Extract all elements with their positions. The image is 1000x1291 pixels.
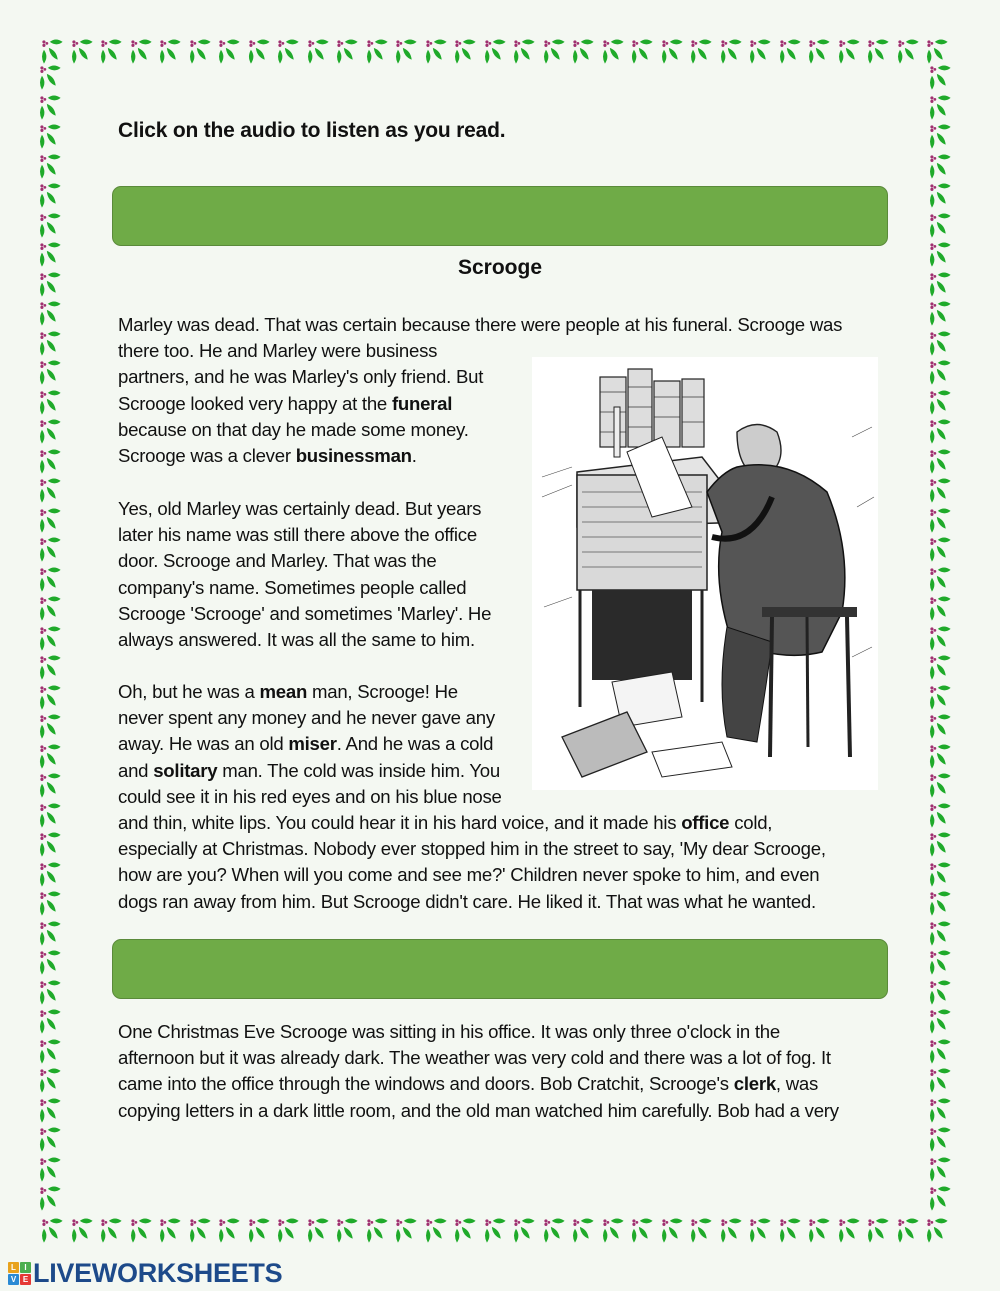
holly-icon bbox=[217, 1217, 247, 1247]
logo-text: LIVEWORKSHEETS bbox=[33, 1258, 283, 1288]
holly-icon bbox=[335, 1217, 365, 1247]
holly-icon bbox=[483, 38, 513, 68]
holly-icon bbox=[38, 123, 68, 153]
holly-icon bbox=[306, 38, 336, 68]
holly-icon bbox=[38, 713, 68, 743]
holly-icon bbox=[928, 536, 958, 566]
holly-icon bbox=[689, 1217, 719, 1247]
holly-icon bbox=[837, 38, 867, 68]
holly-icon bbox=[158, 38, 188, 68]
text-segment: Scrooge was a clever bbox=[118, 445, 296, 467]
holly-icon bbox=[778, 38, 808, 68]
text-segment: man. The cold was inside him. You bbox=[217, 759, 500, 781]
text-segment: never spent any money and he never gave any bbox=[118, 707, 495, 729]
holly-icon bbox=[38, 1008, 68, 1038]
text-line bbox=[118, 601, 491, 627]
holly-icon bbox=[38, 477, 68, 507]
holly-icon bbox=[928, 507, 958, 537]
text-segment: came into the office through the windows and doors. Bob Cratchit, Scrooge's bbox=[118, 1073, 734, 1095]
text-segment: and bbox=[118, 759, 154, 781]
holly-icon bbox=[38, 507, 68, 537]
holly-icon bbox=[928, 861, 958, 891]
text-segment: there too. He and Marley were business bbox=[118, 340, 438, 362]
text-segment: could see it in his red eyes and on his blue nose bbox=[118, 785, 502, 807]
holly-icon bbox=[928, 979, 958, 1009]
text-segment: because on that day he made some money. bbox=[118, 418, 469, 440]
holly-icon bbox=[928, 1067, 958, 1097]
holly-icon bbox=[928, 772, 958, 802]
holly-icon bbox=[365, 38, 395, 68]
holly-icon bbox=[928, 212, 958, 242]
holly-icon bbox=[928, 654, 958, 684]
holly-border-top bbox=[40, 38, 958, 68]
holly-icon bbox=[276, 1217, 306, 1247]
holly-icon bbox=[38, 300, 68, 330]
holly-icon bbox=[928, 684, 958, 714]
logo-letter-v: V bbox=[8, 1274, 19, 1285]
holly-icon bbox=[99, 38, 129, 68]
holly-icon bbox=[38, 94, 68, 124]
holly-icon bbox=[38, 625, 68, 655]
holly-icon bbox=[217, 38, 247, 68]
text-line bbox=[118, 522, 491, 548]
text-segment: partners, and he was Marley's only friend. But bbox=[118, 366, 484, 388]
holly-icon bbox=[38, 890, 68, 920]
holly-icon bbox=[719, 38, 749, 68]
holly-icon bbox=[601, 1217, 631, 1247]
holly-icon bbox=[866, 38, 896, 68]
holly-icon bbox=[38, 772, 68, 802]
text-segment: man, Scrooge! He bbox=[307, 681, 458, 702]
holly-icon bbox=[807, 1217, 837, 1247]
text-segment: , was bbox=[775, 1073, 819, 1095]
holly-icon bbox=[38, 831, 68, 861]
vocabulary-word: miser bbox=[288, 733, 337, 755]
holly-icon bbox=[38, 1126, 68, 1156]
holly-icon bbox=[837, 1217, 867, 1247]
holly-icon bbox=[306, 1217, 336, 1247]
holly-icon bbox=[778, 1217, 808, 1247]
audio-player-2[interactable] bbox=[112, 939, 888, 999]
text-segment: Scrooge 'Scrooge' and sometimes 'Marley'. He bbox=[118, 602, 492, 624]
holly-icon bbox=[928, 182, 958, 212]
holly-icon bbox=[630, 1217, 660, 1247]
holly-icon bbox=[601, 38, 631, 68]
holly-icon bbox=[928, 949, 958, 979]
holly-icon bbox=[70, 38, 100, 68]
holly-icon bbox=[928, 418, 958, 448]
holly-icon bbox=[38, 212, 68, 242]
holly-icon bbox=[38, 949, 68, 979]
text-segment: One Christmas Eve Scrooge was sitting in his office. It was only three o'clock in the bbox=[118, 1021, 780, 1042]
text-line bbox=[118, 1045, 839, 1071]
audio-player-1[interactable] bbox=[112, 186, 888, 246]
logo-squares-icon bbox=[8, 1262, 31, 1285]
logo-letter-e: E bbox=[20, 1274, 31, 1285]
holly-icon bbox=[748, 38, 778, 68]
vocabulary-word: solitary bbox=[153, 759, 218, 781]
paragraph-2 bbox=[118, 496, 491, 653]
holly-icon bbox=[394, 1217, 424, 1247]
holly-icon bbox=[928, 1126, 958, 1156]
logo-letter-l: L bbox=[8, 1262, 19, 1273]
holly-icon bbox=[129, 1217, 159, 1247]
vocabulary-word: businessman bbox=[295, 445, 412, 467]
text-segment: how are you? When will you come and see me?' Children never spoke to him, and even bbox=[118, 864, 820, 886]
holly-icon bbox=[99, 1217, 129, 1247]
story-title: Scrooge bbox=[457, 256, 543, 279]
holly-icon bbox=[38, 654, 68, 684]
holly-icon bbox=[38, 182, 68, 212]
text-line bbox=[118, 1071, 839, 1097]
holly-icon bbox=[689, 38, 719, 68]
holly-icon bbox=[928, 1097, 958, 1127]
text-line bbox=[118, 889, 826, 915]
text-line bbox=[118, 496, 491, 522]
holly-icon bbox=[38, 979, 68, 1009]
holly-icon bbox=[928, 890, 958, 920]
text-segment: always answered. It was all the same to him. bbox=[118, 629, 475, 651]
holly-icon bbox=[928, 1185, 958, 1215]
scrooge-illustration bbox=[532, 357, 878, 790]
holly-icon bbox=[38, 743, 68, 773]
text-segment: . bbox=[411, 445, 417, 467]
holly-icon bbox=[928, 920, 958, 950]
holly-icon bbox=[247, 1217, 277, 1247]
scrooge-at-desk-engraving-icon bbox=[532, 357, 878, 790]
holly-border-left bbox=[38, 64, 68, 1224]
holly-icon bbox=[38, 1185, 68, 1215]
holly-icon bbox=[38, 861, 68, 891]
holly-icon bbox=[38, 389, 68, 419]
holly-icon bbox=[129, 38, 159, 68]
holly-icon bbox=[928, 123, 958, 153]
text-segment: cold, bbox=[729, 812, 773, 834]
holly-icon bbox=[928, 64, 958, 94]
holly-icon bbox=[38, 64, 68, 94]
holly-icon bbox=[188, 1217, 218, 1247]
holly-icon bbox=[365, 1217, 395, 1247]
vocabulary-word: funeral bbox=[391, 392, 453, 414]
holly-icon bbox=[928, 359, 958, 389]
holly-icon bbox=[719, 1217, 749, 1247]
holly-icon bbox=[38, 418, 68, 448]
holly-icon bbox=[928, 300, 958, 330]
text-segment: especially at Christmas. Nobody ever stopped him in the street to say, 'My dear Scrooge, bbox=[118, 838, 826, 860]
text-segment: away. He was an old bbox=[118, 733, 289, 755]
text-segment: Oh, but he was a bbox=[118, 681, 260, 702]
vocabulary-word: mean bbox=[259, 681, 308, 702]
holly-icon bbox=[424, 1217, 454, 1247]
text-segment: afternoon but it was already dark. The weather was very cold and there was a lot of fog. It bbox=[118, 1047, 831, 1069]
text-segment: Yes, old Marley was certainly dead. But years bbox=[118, 498, 482, 519]
holly-icon bbox=[928, 625, 958, 655]
holly-icon bbox=[928, 477, 958, 507]
vocabulary-word: office bbox=[681, 812, 730, 834]
holly-icon bbox=[247, 38, 277, 68]
holly-icon bbox=[807, 38, 837, 68]
holly-icon bbox=[38, 920, 68, 950]
liveworksheets-logo[interactable] bbox=[8, 1258, 282, 1289]
text-line bbox=[118, 810, 826, 836]
holly-icon bbox=[571, 1217, 601, 1247]
holly-icon bbox=[896, 1217, 926, 1247]
text-line bbox=[118, 836, 826, 862]
holly-icon bbox=[70, 1217, 100, 1247]
holly-icon bbox=[453, 38, 483, 68]
holly-icon bbox=[38, 330, 68, 360]
text-segment: . And he was a cold bbox=[336, 733, 494, 755]
holly-icon bbox=[188, 38, 218, 68]
holly-icon bbox=[928, 330, 958, 360]
holly-icon bbox=[542, 1217, 572, 1247]
text-segment: later his name was still there above the office bbox=[118, 524, 477, 546]
text-line bbox=[118, 1098, 839, 1124]
instruction-text: Click on the audio to listen as you read. bbox=[118, 119, 506, 142]
text-segment: Marley was dead. That was certain because there were people at his funeral. Scrooge was bbox=[118, 314, 843, 335]
holly-icon bbox=[748, 1217, 778, 1247]
holly-icon bbox=[660, 1217, 690, 1247]
holly-icon bbox=[896, 38, 926, 68]
text-segment: Scrooge looked very happy at the bbox=[118, 392, 392, 414]
holly-icon bbox=[928, 153, 958, 183]
holly-icon bbox=[38, 1097, 68, 1127]
holly-icon bbox=[394, 38, 424, 68]
holly-icon bbox=[158, 1217, 188, 1247]
holly-icon bbox=[571, 38, 601, 68]
holly-icon bbox=[38, 153, 68, 183]
paragraph-4 bbox=[118, 1019, 839, 1124]
holly-icon bbox=[38, 684, 68, 714]
text-segment: and thin, white lips. You could hear it in his hard voice, and it made his bbox=[118, 812, 682, 834]
holly-icon bbox=[38, 595, 68, 625]
holly-icon bbox=[512, 38, 542, 68]
text-segment: dogs ran away from him. But Scrooge didn't care. He liked it. That was what he wanted. bbox=[118, 890, 816, 912]
holly-icon bbox=[928, 743, 958, 773]
holly-icon bbox=[660, 38, 690, 68]
holly-icon bbox=[928, 389, 958, 419]
holly-icon bbox=[928, 595, 958, 625]
holly-border-right bbox=[928, 64, 958, 1224]
text-segment: door. Scrooge and Marley. That was the bbox=[118, 550, 437, 572]
holly-icon bbox=[38, 448, 68, 478]
holly-icon bbox=[928, 566, 958, 596]
holly-icon bbox=[542, 38, 572, 68]
holly-icon bbox=[38, 1156, 68, 1186]
holly-icon bbox=[866, 1217, 896, 1247]
holly-icon bbox=[630, 38, 660, 68]
holly-icon bbox=[38, 1067, 68, 1097]
holly-icon bbox=[335, 38, 365, 68]
holly-icon bbox=[38, 566, 68, 596]
holly-icon bbox=[512, 1217, 542, 1247]
holly-icon bbox=[928, 831, 958, 861]
text-line bbox=[118, 627, 491, 653]
text-line bbox=[118, 575, 491, 601]
text-segment: copying letters in a dark little room, and the old man watched him carefully. Bob had a very bbox=[118, 1099, 839, 1121]
holly-icon bbox=[276, 38, 306, 68]
logo-letter-i: I bbox=[20, 1262, 31, 1273]
holly-icon bbox=[928, 1156, 958, 1186]
holly-icon bbox=[38, 802, 68, 832]
vocabulary-word: clerk bbox=[733, 1073, 776, 1095]
text-line bbox=[118, 548, 491, 574]
holly-icon bbox=[928, 1038, 958, 1068]
holly-icon bbox=[928, 713, 958, 743]
holly-icon bbox=[38, 1038, 68, 1068]
holly-icon bbox=[453, 1217, 483, 1247]
text-segment: company's name. Sometimes people called bbox=[118, 576, 467, 598]
text-line bbox=[118, 1019, 839, 1045]
holly-icon bbox=[424, 38, 454, 68]
holly-icon bbox=[928, 448, 958, 478]
holly-icon bbox=[928, 802, 958, 832]
text-line bbox=[118, 312, 842, 338]
holly-icon bbox=[38, 359, 68, 389]
holly-icon bbox=[483, 1217, 513, 1247]
holly-border-bottom bbox=[40, 1217, 958, 1247]
holly-icon bbox=[928, 1008, 958, 1038]
holly-icon bbox=[928, 94, 958, 124]
text-line bbox=[118, 862, 826, 888]
holly-icon bbox=[38, 536, 68, 566]
